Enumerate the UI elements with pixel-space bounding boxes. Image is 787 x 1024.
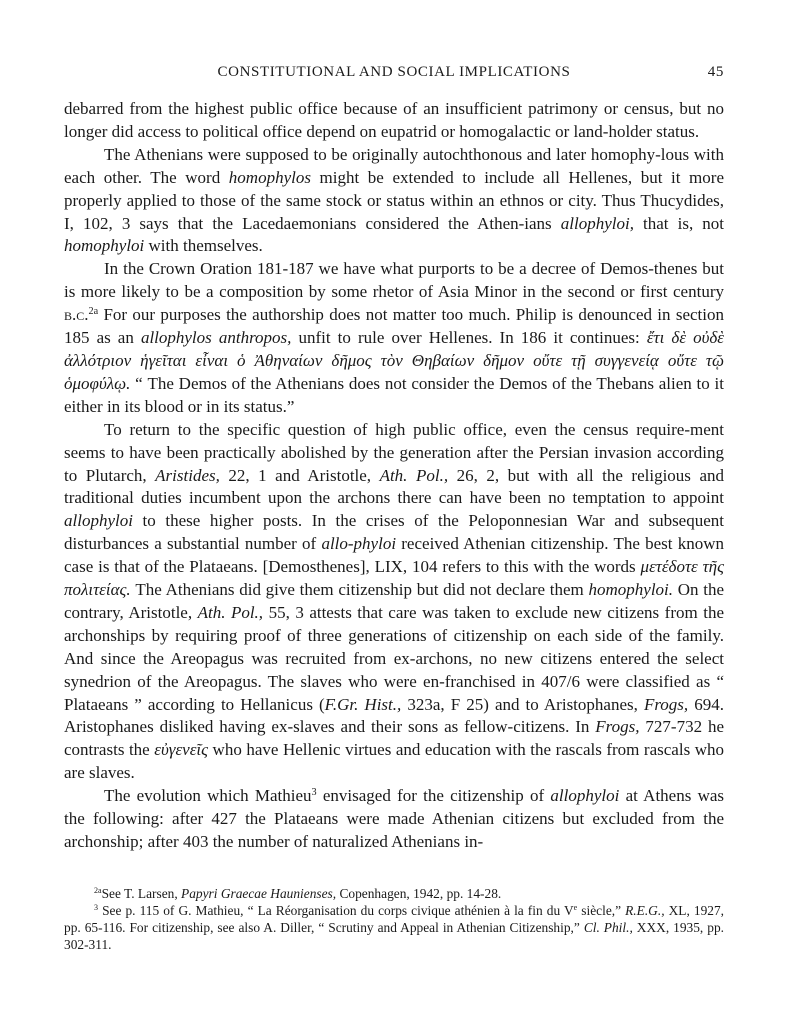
footnotes bbox=[64, 885, 724, 953]
greek-quotation: ἔτι δὲ οὐδὲ ἀλλότριον ἡγεῖται εἶναι ὁ Ἀθηναίων δῆμος τὸν Θηβαίων δῆμον οὔτε τῇ συγγενείᾳ οὔτε τῷ ὁμοφύλῳ. bbox=[64, 328, 725, 393]
footnote-ref-2a: 2a bbox=[88, 306, 99, 318]
running-header bbox=[64, 64, 724, 86]
paragraph-4: To return to the specific question of high public office, even the census require-ment seems to have been practically abolished by the generation after the Persian invasion according to Plutarch, Aristides, 22, 1 and Aristotle, Ath. Pol., 26, 2, but with all the religious and traditional duties incumbent upon the archons there can have been no temptation to appoint allophyloi to these higher posts. In the crises of the Peloponnesian War and subsequent disturbances a substantial number of allo-phyloi received Athenian citizenship. The best known case is that of the Plataeans. [Demosthenes], LIX, 104 refers to this with the words μετέδοτε τῆς πολιτείας. The Athenians did give them citizenship but did not declare them homophyloi. On the contrary, Aristotle, Ath. Pol., 55, 3 attests that care was taken to exclude new citizens from the archonships by requiring proof of three generations of citizenship on each side of the family. And since the Areopagus was recruited from ex-archons, no new citizens entered the select synedrion of the Areopagus. The slaves who were en-franchised in 407/6 were classified as “ Plataeans ” according to Hellanicus (F.Gr. Hist., 323a, F 25) and to Aristophanes, Frogs, 694. Aristophanes disliked having ex-slaves and their sons as fellow-citizens. In Frogs, 727-732 he contrasts the εὐγενεῖς who have Hellenic virtues and education with the rascals from rascals who are slaves. bbox=[64, 419, 725, 783]
main-text bbox=[64, 98, 724, 854]
footnote-3: $^3$ See p. 115 of G. Mathieu, “ La Réorganisation du corps civique athénien à la fin du Ve siècle,” R.E.G., XL, 1927, pp. 65-116. For citizenship, see also A. Diller, “ Scrutiny and Appeal in Athenian Citizenship,” Cl. Phil., XXX, 1935, pp. 302-311. bbox=[64, 903, 725, 952]
greek-word: εὐγενεῖς bbox=[154, 740, 209, 760]
footnote-marker: 2a bbox=[94, 886, 102, 896]
paragraph-2: The Athenians were supposed to be originally autochthonous and later homophy-lous with each other. The word homophylos might be extended to include all Hellenes, but it more properly applied to those of the same stock or status within an ethnos or city. Thus Thucydides, I, 102, 3 says that the Lacedaemonians considered the Athen-ians allophyloi, that is, not homophyloi with themselves. bbox=[64, 144, 724, 256]
page-number: 45 bbox=[707, 64, 724, 80]
paragraph-3: In the Crown Oration 181-187 we have what purports to be a decree of Demos-thenes but is more likely to be a composition by some rhetor of Asia Minor in the second or first century b.c.$^{2a}$ For our purposes the authorship does not matter too much. Philip is denounced in section 185 as an allophylos anthropos, unfit to rule over Hellenes. In 186 it continues: ἔτι δὲ οὐδὲ ἀλλότριον ἡγεῖται εἶναι ὁ Ἀθηναίων δῆμος τὸν Θηβαίων δῆμον οὔτε τῇ συγγενείᾳ οὔτε τῷ ὁμοφύλῳ. “ The Demos of the Athenians does not consider the Demos of the Thebans alien to it either in its blood or in its status.” bbox=[64, 259, 725, 416]
paragraph-1-text: debarred from the highest public office because of an insufficient patrimony or census, but no longer did access to political office depend on eupatrid or homogalactic or land-holder status. bbox=[64, 99, 724, 141]
footnote-ref-3: 3 bbox=[311, 787, 317, 799]
footnote-marker: 3 bbox=[94, 903, 99, 913]
paragraph-1 bbox=[64, 98, 724, 144]
footnote-2a: $^{2a}$See T. Larsen, Papyri Graecae Haunienses, Copenhagen, 1942, pp. 14-28. bbox=[94, 886, 502, 901]
paragraph-5: The evolution which Mathieu$^3$ envisaged for the citizenship of allophyloi at Athens was the following: after 427 the Plataeans were made Athenian citizens but excluded from the archonship; after 403 the number of naturalized Athenians in- bbox=[64, 786, 725, 851]
greek-phrase: μετέδοτε τῆς πολιτείας. bbox=[64, 557, 725, 600]
running-title: CONSTITUTIONAL AND SOCIAL IMPLICATIONS bbox=[217, 64, 571, 80]
